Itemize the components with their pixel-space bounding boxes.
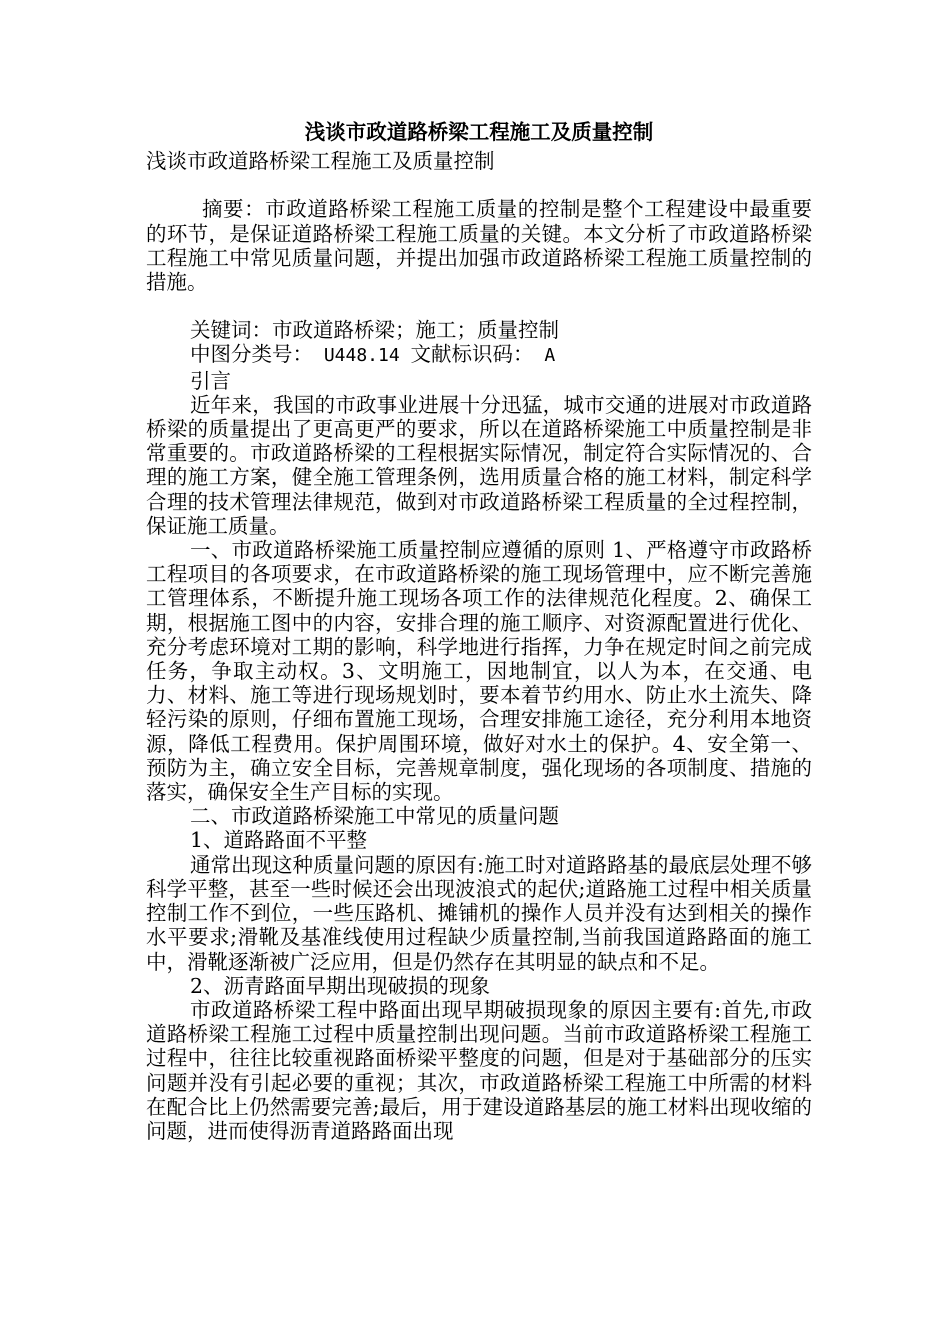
sub2-paragraph: 市政道路桥梁工程中路面出现早期破损现象的原因主要有:首先,市政道路桥梁工程施工过程中质量控制出现问题。当前市政道路桥梁工程施工过程中，往往比较重视路面桥梁平整度的问题，但是对于基础部分的压实问题并没有引起必要的重视；其次，市政道路桥梁工程施工中所需的材料在配合比上仍然需要完善;最后，用于建设道路基层的施工材料出现收缩的问题，进而使得沥青道路路面出现 <box>146 997 812 1143</box>
classification-line <box>146 342 812 368</box>
classification-label: 中图分类号： <box>190 342 313 367</box>
abstract-paragraph: 摘要：市政道路桥梁工程施工质量的控制是整个工程建设中最重要的环节，是保证道路桥梁工程施工质量的关键。本文分析了市政道路桥梁工程施工中常见质量问题，并提出加强市政道路桥梁工程施工质量控制的措施。 <box>146 197 812 295</box>
document-title: 浅谈市政道路桥梁工程施工及质量控制 <box>304 120 654 144</box>
doc-id-code: A <box>533 345 556 367</box>
classification-code: U448.14 <box>313 345 411 367</box>
document-subtitle: 浅谈市政道路桥梁工程施工及质量控制 <box>146 149 495 174</box>
section1-paragraph: 一、市政道路桥梁施工质量控制应遵循的原则 1、严格遵守市政路桥工程项目的各项要求，在市政道路桥梁的施工现场管理中，应不断完善施工管理体系，不断提升施工现场各项工作的法律规范化程度。2、确保工期，根据施工图中的内容，安排合理的施工顺序、对资源配置进行优化、充分考虑环境对工期的影响，科学地进行指挥，力争在规定时间之前完成任务，争取主动权。3、文明施工，因地制宜，以人为本，在交通、电力、材料、施工等进行现场规划时，要本着节约用水、防止水土流失、降轻污染的原则，仔细布置施工现场，合理安排施工途径，充分利用本地资源，降低工程费用。保护周围环境，做好对水土的保护。4、安全第一、预防为主，确立安全目标，完善规章制度，强化现场的各项制度、措施的落实，确保安全生产目标的实现。 <box>146 538 812 805</box>
section2-heading: 二、市政道路桥梁施工中常见的质量问题 <box>190 804 559 829</box>
keywords-line: 关键词：市政道路桥梁；施工；质量控制 <box>190 318 559 343</box>
sub1-heading: 1、道路路面不平整 <box>190 828 368 853</box>
intro-paragraph: 近年来，我国的市政事业进展十分迅猛，城市交通的进展对市政道路桥梁的质量提出了更高更严的要求，所以在道路桥梁施工中质量控制是非常重要的。市政道路桥梁的工程根据实际情况，制定符合实际情况的、合理的施工方案，健全施工管理条例，选用质量合格的施工材料，制定科学合理的技术管理法律规范，做到对市政道路桥梁工程质量的全过程控制，保证施工质量。 <box>146 392 812 538</box>
intro-heading: 引言 <box>190 368 231 393</box>
document-page <box>146 120 812 1143</box>
doc-id-label: 文献标识码： <box>410 342 534 367</box>
sub2-heading: 2、沥青路面早期出现破损的现象 <box>190 973 491 998</box>
sub1-paragraph: 通常出现这种质量问题的原因有:施工时对道路路基的最底层处理不够科学平整，甚至一些时候还会出现波浪式的起伏;道路施工过程中相关质量控制工作不到位，一些压路机、摊铺机的操作人员并没有达到相关的操作水平要求;滑靴及基准线使用过程缺少质量控制,当前我国道路路面的施工中，滑靴逐渐被广泛应用，但是仍然存在其明显的缺点和不足。 <box>146 852 812 974</box>
